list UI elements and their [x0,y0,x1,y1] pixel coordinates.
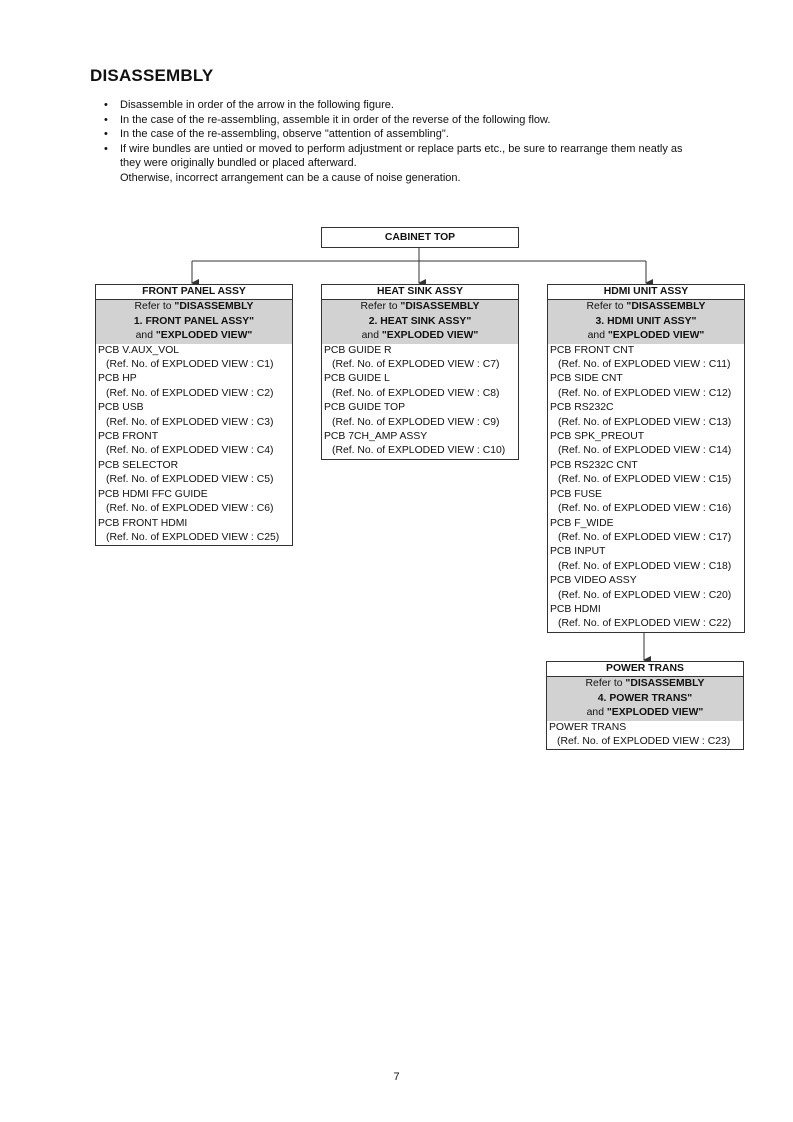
bullet-symbol: • [104,113,108,126]
list-item: PCB VIDEO ASSY (Ref. No. of EXPLODED VIEW : C20) [550,575,732,601]
instruction-item: • Disassemble in order of the arrow in the following figure. [104,99,394,111]
bullet-symbol: • [104,128,108,140]
list-item: PCB SPK_PREOUT (Ref. No. of EXPLODED VIEW : C14) [550,431,732,457]
list-item: PCB GUIDE L (Ref. No. of EXPLODED VIEW : C8) [324,373,500,399]
part-list [547,721,743,750]
list-item: PCB INPUT (Ref. No. of EXPLODED VIEW : C18) [550,546,732,572]
hdmi-unit-assy-box [547,284,745,633]
list-item: PCB SELECTOR (Ref. No. of EXPLODED VIEW : C5) [98,459,274,486]
refer-note: Refer to "DISASSEMBLY 4. POWER TRANS" and "EXPLODED VIEW" [547,677,743,720]
page-number: 7 [393,1071,400,1083]
instruction-item: • In the case of the re-assembling, assemble it in order of the reverse of the following flow. [104,113,551,126]
list-item: PCB HP (Ref. No. of EXPLODED VIEW : C2) [98,373,274,399]
box-header: HEAT SINK ASSY [322,285,518,300]
power-trans-box [546,661,744,750]
list-item: PCB USB (Ref. No. of EXPLODED VIEW : C3) [98,402,274,428]
front-panel-assy-box [95,284,293,546]
list-item: PCB HDMI (Ref. No. of EXPLODED VIEW : C22) [550,603,732,630]
list-item: PCB 7CH_AMP ASSY (Ref. No. of EXPLODED VIEW : C10) [324,431,506,457]
list-item: PCB GUIDE R (Ref. No. of EXPLODED VIEW : C7) [324,344,500,371]
instruction-item: • If wire bundles are untied or moved to perform adjustment or replace parts etc., be sure to rearrange them neatly as they were originally bundled or placed afterward. Otherwise, incorrect arrangement can be a cause of noise generation. [104,142,744,186]
refer-note: Refer to "DISASSEMBLY 2. HEAT SINK ASSY" and "EXPLODED VIEW" [322,300,518,343]
list-item: PCB FRONT HDMI (Ref. No. of EXPLODED VIEW : C25) [98,517,280,543]
list-item: PCB V.AUX_VOL (Ref. No. of EXPLODED VIEW : C1) [98,344,274,371]
list-item: PCB RS232C (Ref. No. of EXPLODED VIEW : C13) [550,402,732,428]
box-header: FRONT PANEL ASSY [96,285,292,300]
list-item: PCB F_WIDE (Ref. No. of EXPLODED VIEW : C17) [550,517,732,543]
cabinet-top-box: CABINET TOP [321,227,519,248]
list-item: PCB SIDE CNT (Ref. No. of EXPLODED VIEW : C12) [550,373,732,399]
bullet-symbol: • [104,142,108,155]
list-item: PCB FRONT (Ref. No. of EXPLODED VIEW : C4) [98,431,274,457]
list-item: PCB RS232C CNT (Ref. No. of EXPLODED VIEW : C15) [550,459,732,486]
bullet-symbol: • [104,99,108,111]
list-item: PCB FUSE (Ref. No. of EXPLODED VIEW : C16) [550,488,732,515]
box-header: POWER TRANS [547,662,743,677]
list-item: PCB GUIDE TOP (Ref. No. of EXPLODED VIEW : C9) [324,402,500,428]
list-item: PCB FRONT CNT (Ref. No. of EXPLODED VIEW : C11) [550,344,731,371]
box-header: HDMI UNIT ASSY [548,285,744,300]
instruction-item: • In the case of the re-assembling, observe "attention of assembling". [104,128,449,140]
heat-sink-assy-box [321,284,519,460]
refer-note: Refer to "DISASSEMBLY 3. HDMI UNIT ASSY" and "EXPLODED VIEW" [548,300,744,343]
list-item: POWER TRANS (Ref. No. of EXPLODED VIEW : C23) [549,721,731,748]
part-list [322,344,518,459]
part-list [96,344,292,546]
instruction-continuation: Otherwise, incorrect arrangement can be a cause of noise generation. [120,171,461,184]
page-title: DISASSEMBLY [90,66,214,85]
part-list [548,344,744,632]
list-item: PCB HDMI FFC GUIDE (Ref. No. of EXPLODED VIEW : C6) [98,488,274,515]
instruction-continuation: they were originally bundled or placed afterward. [120,157,357,169]
refer-note: Refer to "DISASSEMBLY 1. FRONT PANEL ASSY" and "EXPLODED VIEW" [96,300,292,343]
